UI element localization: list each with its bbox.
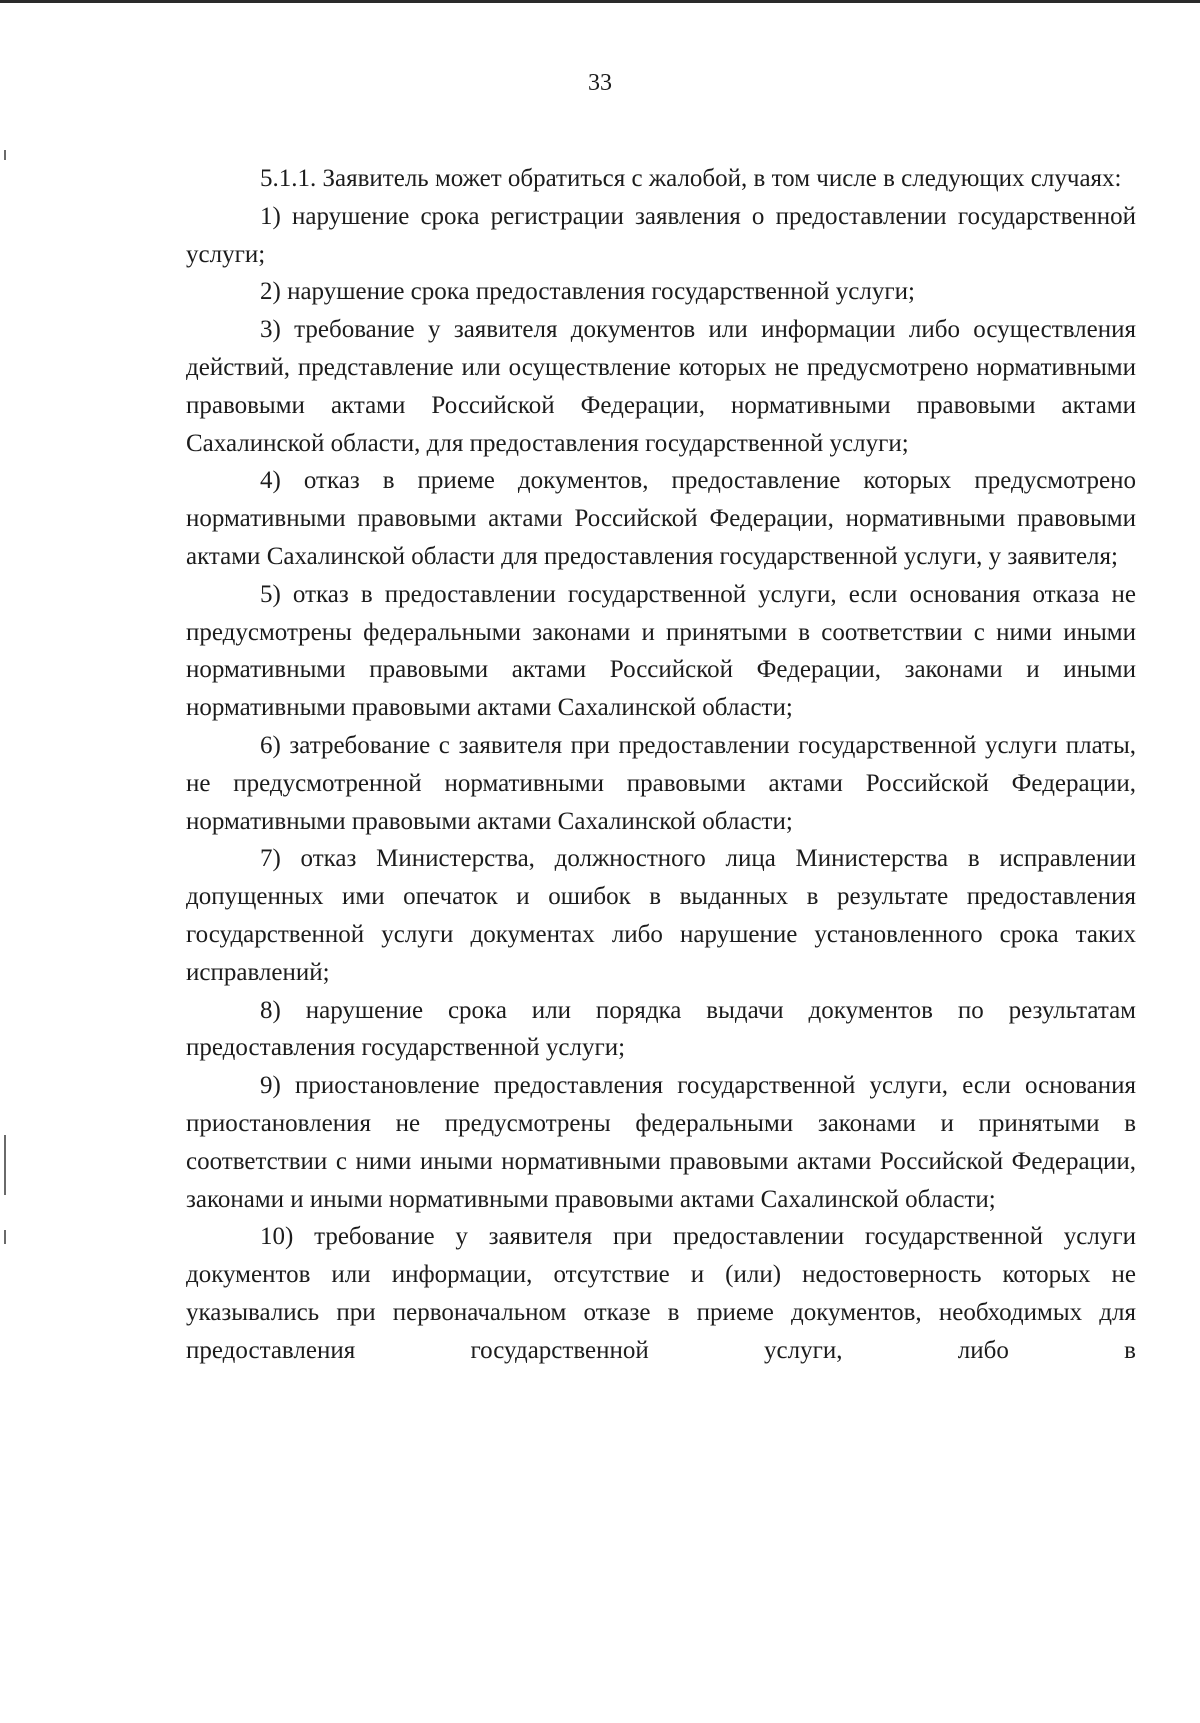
- list-item-4: 4) отказ в приеме документов, предоставление которых предусмотрено нормативными правовыми актами Российской Федерации, нормативными правовыми актами Сахалинской области для предоставления государственной услуги, у заявителя;: [186, 467, 1136, 570]
- list-item-1: 1) нарушение срока регистрации заявления о предоставлении государственной услуги;: [186, 202, 1136, 268]
- page-top-border: [0, 0, 1200, 3]
- document-body: [186, 160, 1136, 1370]
- list-item-8: 8) нарушение срока или порядка выдачи документов по результатам предоставления государственной услуги;: [186, 996, 1136, 1062]
- list-item-2: 2) нарушение срока предоставления государственной услуги;: [260, 278, 915, 306]
- list-item-5: 5) отказ в предоставлении государственной услуги, если основания отказа не предусмотрены федеральными законами и принятыми в соответствии с ними иными нормативными правовыми актами Российской Федерации, законами и иными нормативными правовыми актами Сахалинской области;: [186, 580, 1136, 722]
- list-item-10: 10) требование у заявителя при предоставлении государственной услуги документов или информации, отсутствие и (или) недостоверность которых не указывались при первоначальном отказе в приеме документов, необходимых для предоставления государственной услуги, либо в: [186, 1223, 1136, 1364]
- list-item-6: 6) затребование с заявителя при предоставлении государственной услуги платы, не предусмотренной нормативными правовыми актами Российской Федерации, нормативными правовыми актами Сахалинской области;: [186, 731, 1136, 835]
- list-item-3: 3) требование у заявителя документов или информации либо осуществления действий, представление или осуществление которых не предусмотрено нормативными правовыми актами Российской Федерации, нормативными правовыми актами Сахалинской области, для предоставления государственной услуги;: [186, 316, 1136, 457]
- list-item-7: 7) отказ Министерства, должностного лица Министерства в исправлении допущенных ими опечаток и ошибок в выданных в результате предоставления государственной услуги документах либо нарушение установленного срока таких исправлений;: [186, 845, 1136, 986]
- list-item-9: 9) приостановление предоставления государственной услуги, если основания приостановления не предусмотрены федеральными законами и принятыми в соответствии с ними иными нормативными правовыми актами Российской Федерации, законами и иными нормативными правовыми актами Сахалинской области;: [186, 1072, 1136, 1213]
- paragraph-5-1-1: 5.1.1. Заявитель может обратиться с жалобой, в том числе в следующих случаях:: [260, 165, 1122, 192]
- page-number: 33: [588, 70, 612, 96]
- scan-margin-marks: [0, 0, 14, 1723]
